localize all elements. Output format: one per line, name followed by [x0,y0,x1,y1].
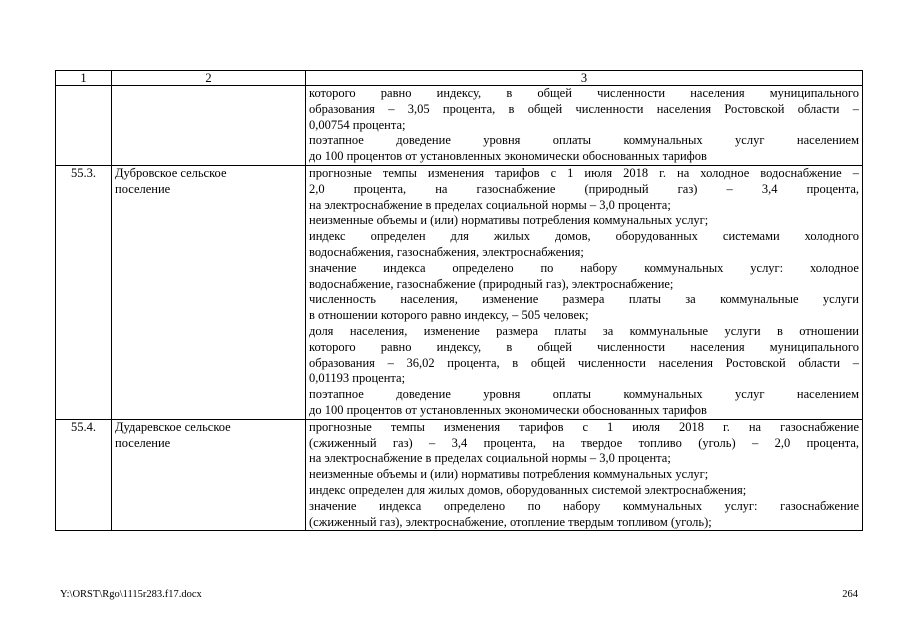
row-number-cell: 55.3. [56,165,112,419]
footer-page-number: 264 [842,589,858,600]
description-line: 0,01193 процента; [309,371,406,386]
row-number-cell: 55.4. [56,419,112,531]
header-cell-1: 1 [56,71,112,86]
description-line: на электроснабжение в пределах социальной нормы – 3,0 процента; [309,451,671,466]
description-cell [306,419,863,531]
settlement-name-line: Дударевское сельское [115,419,231,434]
header-cell-3: 3 [306,71,863,86]
table-row [56,86,863,166]
table-header-row [56,71,863,86]
description-line: неизменные объемы и (или) нормативы потребления коммунальных услуг; [309,467,709,482]
header-cell-2: 2 [112,71,306,86]
description-line: до 100 процентов от установленных экономически обоснованных тарифов [309,402,707,417]
description-line: на электроснабжение в пределах социальной нормы – 3,0 процента; [309,197,671,212]
description-line: водоснабжение, газоснабжение (природный газ), электроснабжение; [309,276,674,291]
table-row [56,419,863,531]
settlement-name-line: Дубровское сельское [115,165,227,180]
description-line: значение индекса определено по набору коммунальных услуг: газоснабжение [309,498,859,513]
settlement-name-line: поселение [115,435,171,450]
description-line: которого равно индексу, в общей численности населения муниципального [309,339,859,354]
description-line: неизменные объемы и (или) нормативы потребления коммунальных услуг; [309,213,709,228]
settlement-name-line: поселение [115,181,171,196]
tariff-table [55,70,863,531]
description-line: образования – 3,05 процента, в общей численности населения Ростовской области – [309,101,859,116]
footer-file-path: Y:\ORST\Rgo\1115r283.f17.docx [60,589,202,600]
description-line: образования – 36,02 процента, в общей численности населения Ростовской области – [309,355,859,370]
settlement-name-cell [112,86,306,166]
settlement-name-cell [112,165,306,419]
description-line: до 100 процентов от установленных экономически обоснованных тарифов [309,149,707,164]
description-line: 2,0 процента, на газоснабжение (природный газ) – 3,4 процента, [309,181,859,196]
description-line: доля населения, изменение размера платы за коммунальные услуги в отношении [309,323,859,338]
table-row [56,165,863,419]
description-cell [306,86,863,166]
settlement-name-cell [112,419,306,531]
description-line: значение индекса определено по набору коммунальных услуг: холодное [309,260,859,275]
description-line: индекс определен для жилых домов, оборудованных системами холодного [309,229,859,244]
description-line: (сжиженный газ) – 3,4 процента, на твердое топливо (уголь) – 2,0 процента, [309,435,859,450]
description-line: поэтапное доведение уровня оплаты коммунальных услуг населением [309,133,859,148]
description-line: водоснабжения, газоснабжения, электроснабжения; [309,244,584,259]
description-line: прогнозные темпы изменения тарифов с 1 июля 2018 г. на газоснабжение [309,419,859,434]
description-line: прогнозные темпы изменения тарифов с 1 июля 2018 г. на холодное водоснабжение – [309,165,859,180]
description-cell [306,165,863,419]
row-number-cell [56,86,112,166]
description-line: в отношении которого равно индексу, – 505 человек; [309,308,589,323]
description-line: 0,00754 процента; [309,117,406,132]
description-line: индекс определен для жилых домов, оборудованных системой электроснабжения; [309,482,747,497]
description-line: численность населения, изменение размера платы за коммунальные услуги [309,292,859,307]
description-line: поэтапное доведение уровня оплаты коммунальных услуг населением [309,387,859,402]
description-line: (сжиженный газ), электроснабжение, отопление твердым топливом (уголь); [309,514,712,529]
description-line: которого равно индексу, в общей численности населения муниципального [309,86,859,100]
